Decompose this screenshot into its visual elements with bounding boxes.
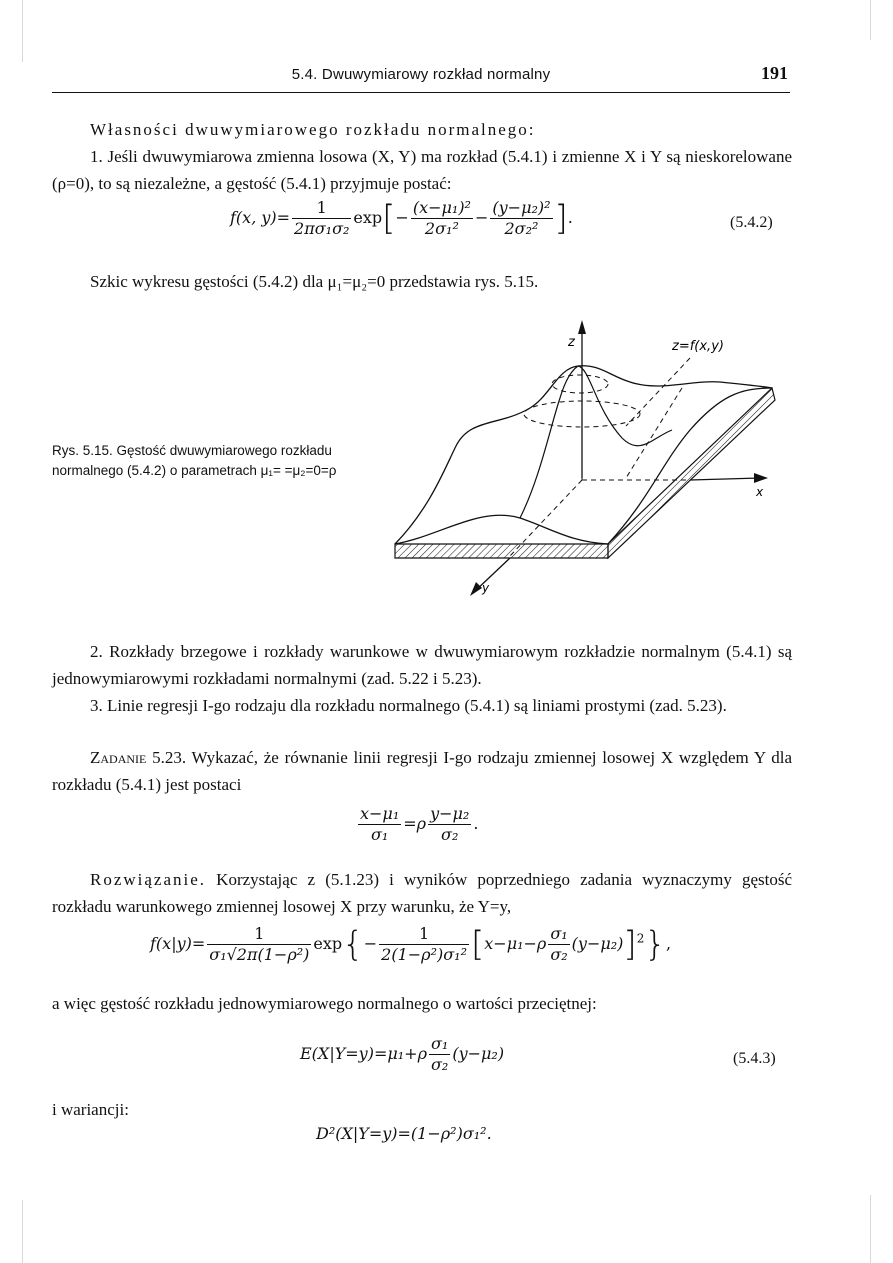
reg-mid: =ρ [403, 814, 427, 833]
item-2: 2. Rozkłady brzegowe i rozkłady warunkowe w dwuwymiarowym rozkładzie normalnym (5.4.1) są jednowymiarowymi rozkładami normalnymi (zad. 5.22 i 5.23). [52, 642, 792, 688]
cond-inner-den: 2(1−ρ²)σ₁² [381, 945, 467, 964]
eq543-sigma-den: σ₂ [430, 1055, 449, 1074]
conditional-density-equation: f(x|y)= $\frac{1}{\text{σ₁√2π(1−ρ²)}}$ exp{− $\frac{1}{\text{2(1−ρ²)σ₁²}}$ [x−μ₁−ρ $\frac{\text{σ₁}}{\text{σ₂}}$ (y−μ₂)]$^2$}, [150, 924, 672, 965]
cond-coef [207, 924, 311, 965]
solution-label: Rozwiązanie. [90, 870, 207, 889]
reg-right-den: σ₂ [441, 825, 459, 844]
eq-term2-num: (y−μ₂)² [492, 198, 551, 217]
equation-5-4-3 [300, 1034, 504, 1075]
eq-trail: . [567, 208, 573, 227]
surface-label-pointer [626, 358, 690, 426]
running-header [52, 64, 790, 93]
task-text: 5.23. Wykazać, że równanie linii regresji I-go rodzaju zmiennej losowej X względem Y dla rozkładu (5.4.1) jest postaci [52, 748, 792, 794]
level-ellipse-inner [552, 375, 608, 393]
eq-coef-den: 2πσ₁σ₂ [294, 219, 350, 238]
item-3: 3. Linie regresji I-go rodzaju dla rozkładu normalnego (5.4.1) są liniami prostymi (zad. 5.23). [90, 696, 727, 715]
surface-label: z=f(x,y) [672, 339, 724, 354]
figure-caption: Rys. 5.15. Gęstość dwuwymiarowego rozkładu normalnego (5.4.2) o parametrach μ₁= =μ₂=0=ρ [52, 443, 337, 478]
equation-number-5-4-3: (5.4.3) [733, 1050, 776, 1067]
cond-exp: exp [313, 934, 343, 953]
scan-edge-left [22, 0, 23, 62]
cond-minus: − [363, 934, 378, 953]
eq-minus-1: − [395, 208, 409, 227]
eq-minus-2: − [474, 208, 489, 227]
eq-term2 [490, 198, 552, 239]
reg-right-num: y−μ₂ [430, 804, 470, 823]
cond-trail: , [665, 934, 672, 953]
properties-heading: Własności dwuwymiarowego rozkładu normalnego: [90, 120, 536, 139]
task-5-23 [52, 744, 792, 798]
x-axis-label: x [756, 485, 764, 499]
center-profile-right [578, 366, 672, 446]
cond-lbrace: { [342, 924, 364, 965]
reg-right-fraction [428, 804, 471, 845]
eq543-rhs: (y−μ₂) [452, 1044, 505, 1063]
equation-number-5-4-2: (5.4.2) [730, 214, 773, 231]
cond-sigma-ratio [548, 924, 569, 965]
eq543-sigma-num: σ₁ [430, 1034, 449, 1053]
eq-exp: exp [353, 208, 383, 227]
cond-square: 2 [636, 931, 645, 946]
scan-edge-right-bottom [870, 1195, 871, 1263]
cond-coef-den: σ₁√2π(1−ρ²) [209, 945, 310, 964]
eq-coef-fraction [292, 198, 351, 239]
surface-pointer-2 [626, 388, 682, 478]
section-title: 5.4. Dwuwymiarowy rozkład normalny [291, 66, 551, 83]
y-axis-arrow [470, 582, 482, 596]
z-axis-arrow [578, 320, 586, 334]
cond-coef-num: 1 [207, 924, 311, 945]
front-curve [395, 515, 608, 544]
eq543-lhs: E(X|Y=y)=μ₁+ρ [300, 1044, 427, 1063]
x-axis-arrow [754, 473, 768, 483]
equation-5-4-2: f(x, y)= $\frac{1}{\text{2πσ₁σ₂}}$ exp[− $\frac{\text{(x−μ₁)²}}{\text{2σ₁²}}$ − $\frac{\text{(y−μ₂)²}}{\text{2σ₂²}}$ ]. [230, 198, 573, 239]
front-face [395, 544, 608, 558]
scan-edge-right-top [870, 0, 871, 40]
y-axis-label: y [482, 581, 490, 595]
x-axis [690, 478, 760, 480]
cond-sigma-num: σ₁ [550, 924, 568, 943]
eq-term1-num: (x−μ₁)² [412, 198, 471, 217]
reg-left-fraction [358, 804, 401, 845]
property-item-1: 1. Jeśli dwuwymiarowa zmienna losowa (X, Y) ma rozkład (5.4.1) i zmienne X i Y są nieskorelowane (ρ=0), to są niezależne, a gęstość (5.4.1) przyjmuje postać: [52, 147, 792, 193]
reg-left-num: x−μ₁ [360, 804, 400, 823]
cond-inner-num: 1 [379, 924, 469, 945]
variance-equation: D²(X|Y=y)=(1−ρ²)σ₁². [316, 1124, 492, 1143]
expectation-intro: a więc gęstość rozkładu jednowymiarowego normalnego o wartości przeciętnej: [52, 994, 597, 1013]
cond-bracket-b: (y−μ₂) [571, 934, 624, 953]
page-number: 191 [761, 63, 788, 83]
cond-inner [379, 924, 469, 965]
figure-5-15-density-surface [390, 318, 790, 600]
solution-text: Korzystając z (5.1.23) i wyników poprzedniego zadania wyznaczymy gęstość rozkładu warunkowego zmiennej losowej X przy warunku, że Y=y, [52, 870, 792, 916]
eq-lhs: f(x, y)= [230, 208, 291, 227]
eq-term1 [411, 198, 473, 239]
eq543-sigma-ratio [429, 1034, 450, 1075]
eq-coef-num: 1 [292, 198, 351, 219]
solution-paragraph [52, 866, 792, 920]
eq-term1-den: 2σ₁² [424, 219, 459, 238]
cond-rbrace: } [644, 924, 666, 965]
sketch-sentence: Szkic wykresu gęstości (5.4.2) dla μ₁=μ₂=0 przedstawia rys. 5.15. [90, 272, 539, 291]
cond-sigma-den: σ₂ [550, 945, 568, 964]
right-face [608, 388, 775, 558]
reg-trail: . [473, 814, 479, 833]
task-label: Zadanie [90, 748, 147, 767]
variance-label: i wariancji: [52, 1100, 129, 1119]
scan-edge-left-bottom [22, 1200, 23, 1263]
reg-left-den: σ₁ [370, 825, 389, 844]
cond-bracket-a: x−μ₁−ρ [484, 934, 547, 953]
regression-equation [356, 804, 478, 845]
z-axis-label: z [568, 335, 575, 350]
eq-term2-den: 2σ₂² [504, 219, 539, 238]
cond-lhs: f(x|y)= [150, 934, 206, 953]
